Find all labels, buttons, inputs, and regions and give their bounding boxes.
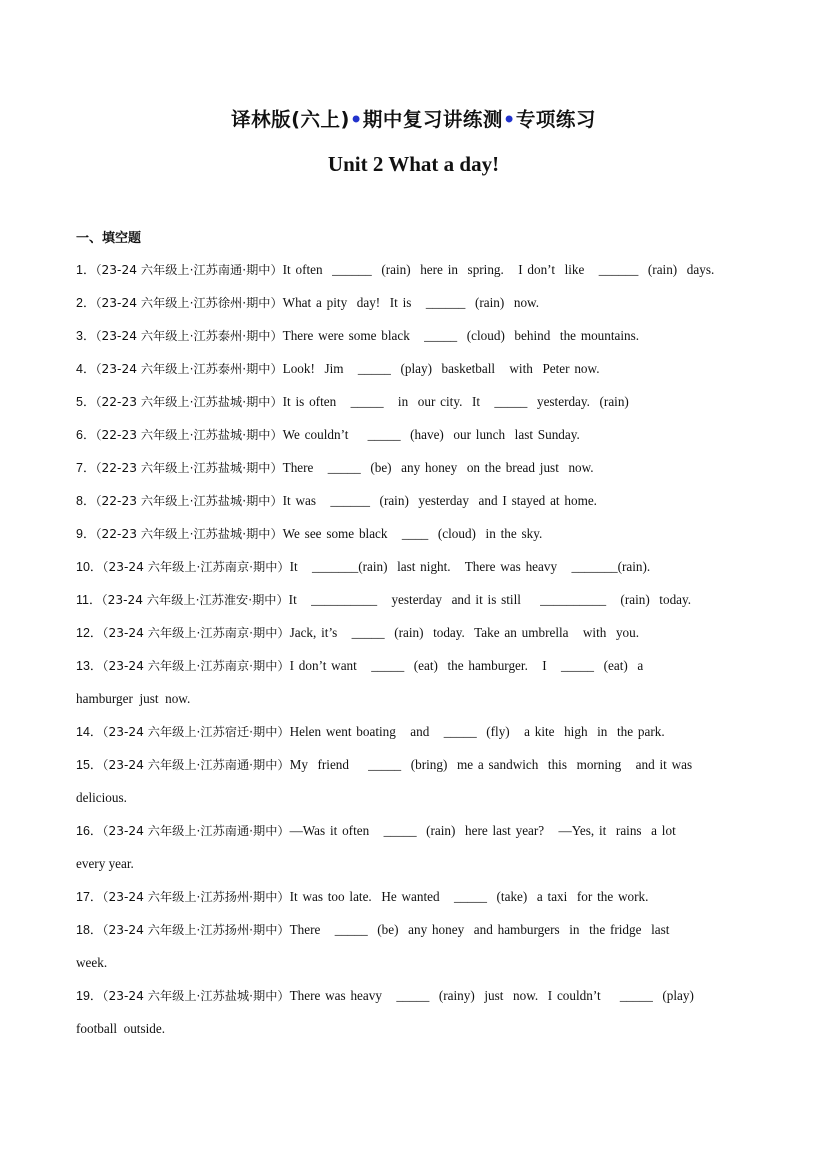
question-source: （23-24 六年级上·江苏南通·期中） [102, 758, 290, 772]
question-number: 16． [76, 824, 103, 838]
question-source: （23-24 六年级上·江苏淮安·期中） [101, 593, 289, 607]
question-text: There was heavy _____ (rainy) just now. I couldn’t _____ (play) [289, 988, 694, 1003]
question-source: （23-24 六年级上·江苏南京·期中） [102, 560, 290, 574]
question-text: It _______(rain) last night. There was heavy _______(rain). [289, 559, 651, 574]
question-item [76, 458, 594, 478]
question-number: 19． [76, 989, 103, 1003]
question-text: It is often _____ in our city. It _____ yesterday. (rain) [282, 394, 629, 409]
question-text: It __________ yesterday and it is still __________ (rain) today. [288, 592, 692, 607]
question-text: What a pity day! It is ______ (rain) now. [282, 295, 540, 310]
question-source: （23-24 六年级上·江苏南通·期中） [102, 824, 290, 838]
question-item [76, 821, 676, 841]
question-item [76, 623, 639, 643]
question-text: We couldn’t _____ (have) our lunch last Sunday. [282, 427, 580, 442]
question-source: （23-24 六年级上·江苏扬州·期中） [102, 923, 290, 937]
title-part-publisher: 译林版(六上) [231, 108, 350, 131]
question-source: （23-24 六年级上·江苏泰州·期中） [95, 329, 283, 343]
question-source: （22-23 六年级上·江苏盐城·期中） [95, 461, 283, 475]
question-item [76, 887, 648, 907]
question-source: （23-24 六年级上·江苏南通·期中） [95, 263, 283, 277]
question-source: （23-24 六年级上·江苏扬州·期中） [102, 890, 290, 904]
question-item [76, 920, 669, 940]
question-text-continued: football outside. [76, 1021, 166, 1036]
question-number: 11． [76, 593, 102, 607]
question-text: There _____ (be) any honey on the bread just now. [282, 460, 594, 475]
section-heading: 一、填空题 [76, 231, 142, 246]
question-text: It was too late. He wanted _____ (take) a taxi for the work. [289, 889, 649, 904]
question-item [76, 293, 539, 313]
question-item [76, 260, 714, 280]
question-item [76, 425, 580, 445]
question-number: 10． [76, 560, 103, 574]
question-item [76, 656, 643, 676]
question-number: 15． [76, 758, 103, 772]
question-number: 8． [76, 494, 96, 508]
question-source: （23-24 六年级上·江苏南京·期中） [102, 626, 290, 640]
question-number: 1． [76, 263, 96, 277]
question-number: 6． [76, 428, 96, 442]
question-number: 7． [76, 461, 96, 475]
title-dot: • [502, 108, 516, 131]
title-part-review: 期中复习讲练测 [362, 108, 503, 131]
question-number: 18． [76, 923, 103, 937]
page-title [0, 104, 827, 132]
question-source: （23-24 六年级上·江苏宿迁·期中） [102, 725, 290, 739]
question-source: （22-23 六年级上·江苏盐城·期中） [95, 494, 283, 508]
question-item [76, 755, 692, 775]
question-item [76, 722, 665, 742]
question-item [76, 359, 600, 379]
question-text-continued: week. [76, 955, 108, 970]
question-text: We see some black ____ (cloud) in the sky. [282, 526, 543, 541]
question-text: Helen went boating and _____ (fly) a kite high in the park. [289, 724, 665, 739]
question-item [76, 524, 542, 544]
question-text: It was ______ (rain) yesterday and I stayed at home. [282, 493, 597, 508]
title-dot: • [349, 108, 363, 131]
question-number: 5． [76, 395, 96, 409]
question-source: （23-24 六年级上·江苏南京·期中） [102, 659, 290, 673]
question-text-continued: hamburger just now. [76, 691, 191, 706]
question-number: 9． [76, 527, 96, 541]
question-item [76, 392, 629, 412]
question-text: Jack, it’s _____ (rain) today. Take an umbrella with you. [289, 625, 640, 640]
question-source: （22-23 六年级上·江苏盐城·期中） [95, 428, 283, 442]
question-text-continued: every year. [76, 856, 134, 871]
question-text-continued: delicious. [76, 790, 127, 805]
question-item [76, 986, 694, 1006]
question-text: Look! Jim _____ (play) basketball with Peter now. [282, 361, 600, 376]
question-number: 12． [76, 626, 103, 640]
question-number: 17． [76, 890, 103, 904]
question-item [76, 326, 639, 346]
question-item [76, 590, 691, 610]
question-number: 13． [76, 659, 103, 673]
question-text: It often ______ (rain) here in spring. I don’t like ______ (rain) days. [282, 262, 715, 277]
question-number: 14． [76, 725, 103, 739]
question-number: 4． [76, 362, 96, 376]
question-source: （22-23 六年级上·江苏盐城·期中） [95, 527, 283, 541]
question-number: 2． [76, 296, 96, 310]
question-text: I don’t want _____ (eat) the hamburger. I _____ (eat) a [289, 658, 644, 673]
unit-subtitle: Unit 2 What a day! [327, 152, 500, 176]
question-text: There were some black _____ (cloud) behind the mountains. [282, 328, 640, 343]
question-item [76, 557, 650, 577]
question-source: （23-24 六年级上·江苏盐城·期中） [102, 989, 290, 1003]
question-text: —Was it often _____ (rain) here last year? —Yes, it rains a lot [289, 823, 676, 838]
question-number: 3． [76, 329, 96, 343]
question-text: There _____ (be) any honey and hamburgers in the fridge last [289, 922, 670, 937]
question-source: （22-23 六年级上·江苏盐城·期中） [95, 395, 283, 409]
title-part-practice: 专项练习 [515, 108, 596, 131]
question-text: My friend _____ (bring) me a sandwich this morning and it was [289, 757, 693, 772]
question-source: （23-24 六年级上·江苏泰州·期中） [95, 362, 283, 376]
question-source: （23-24 六年级上·江苏徐州·期中） [95, 296, 283, 310]
question-item [76, 491, 597, 511]
